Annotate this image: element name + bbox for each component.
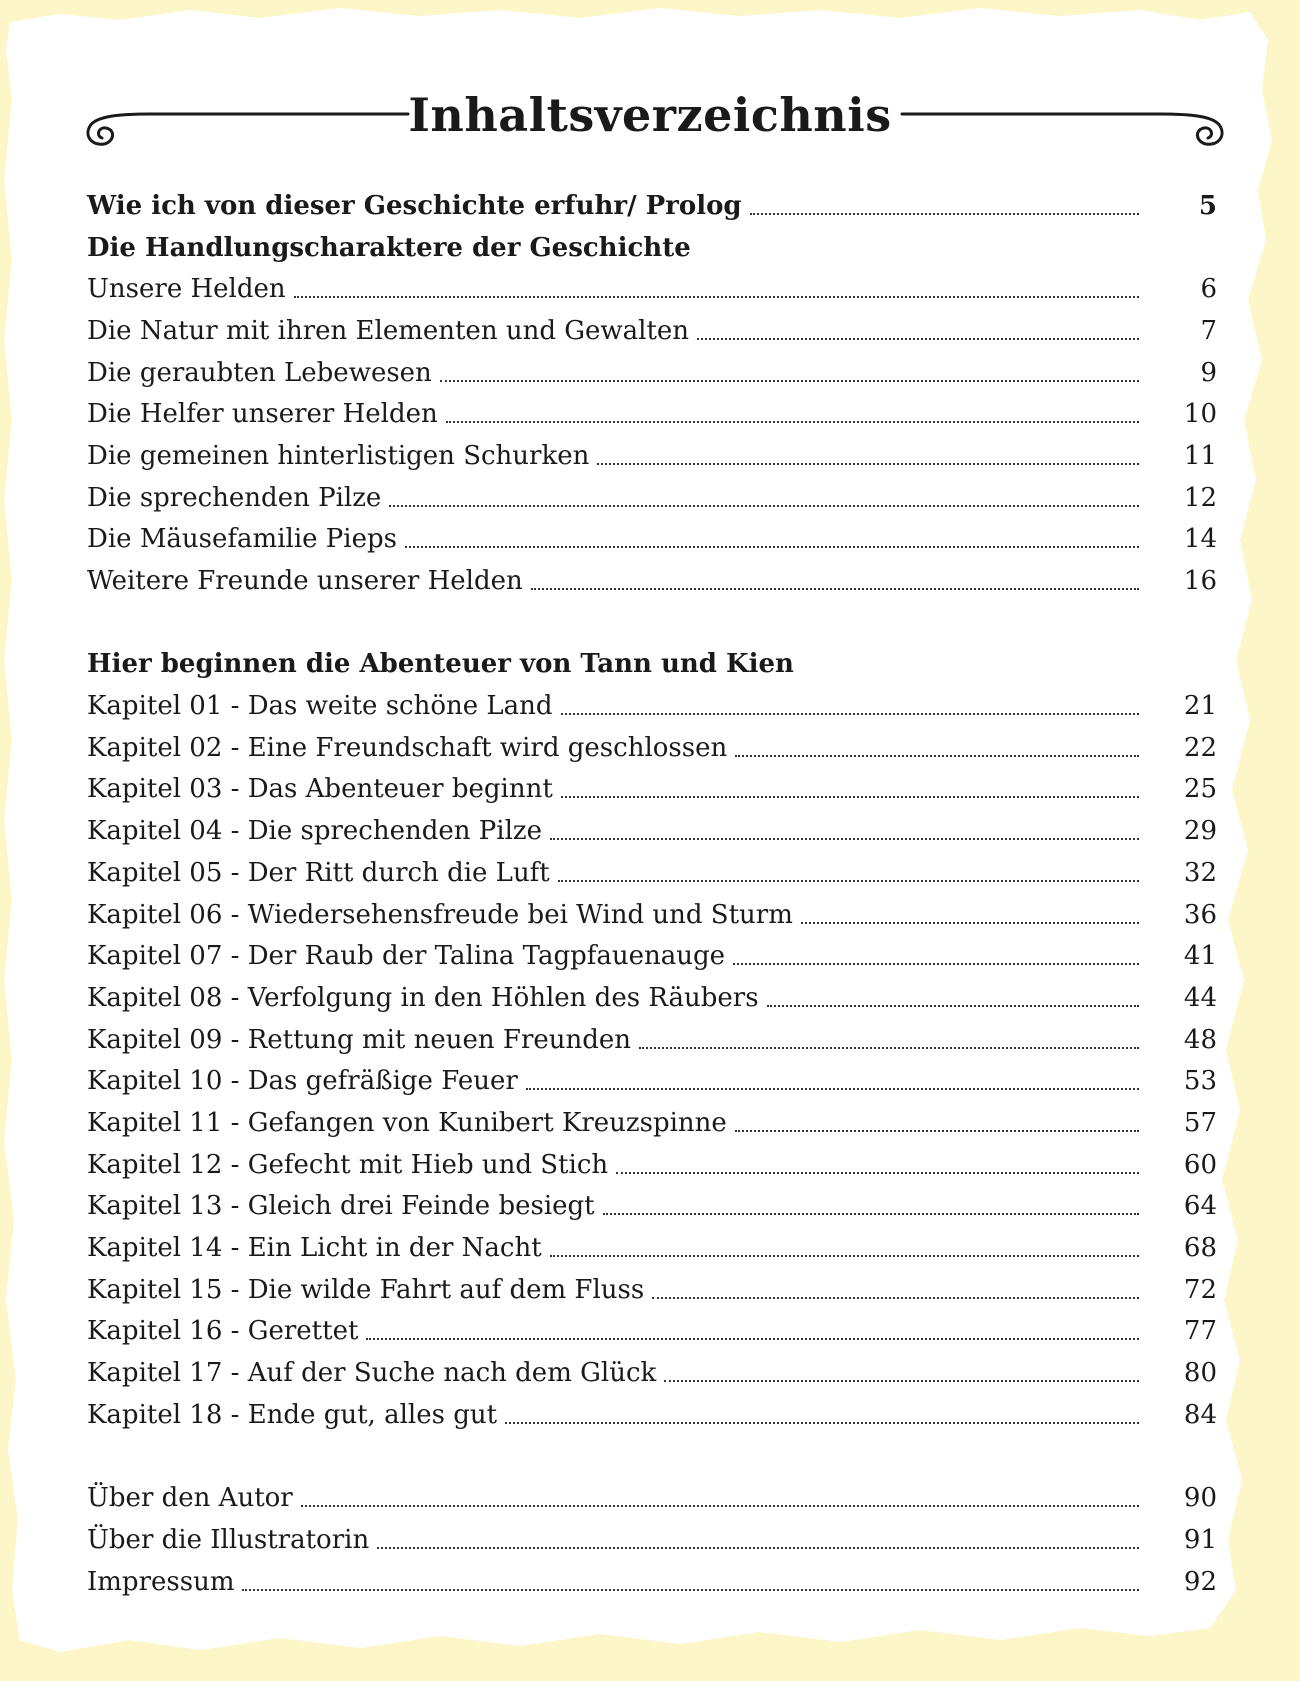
toc-entry-title: Die geraubten Lebewesen (87, 357, 432, 388)
toc-entry-title: Kapitel 01 - Das weite schöne Land (87, 691, 553, 722)
toc-entry-page-number: 68 (1183, 1233, 1217, 1264)
toc-entry-title: Kapitel 11 - Gefangen von Kunibert Kreuzspinne (87, 1107, 727, 1138)
toc-entry[interactable] (87, 769, 1217, 811)
toc-entry[interactable] (87, 894, 1217, 936)
toc-entry-page-number: 10 (1183, 399, 1217, 430)
toc-entry-title: Kapitel 16 - Gerettet (87, 1316, 359, 1347)
dot-leader (664, 1380, 1139, 1382)
toc-entry-title: Kapitel 17 - Auf der Suche nach dem Glück (87, 1358, 657, 1389)
toc-entry-title: Kapitel 07 - Der Raub der Talina Tagpfauenauge (87, 941, 726, 972)
dot-leader (561, 713, 1139, 715)
toc-entry-title: Kapitel 02 - Eine Freundschaft wird geschlossen (87, 732, 728, 763)
toc-entry-title: Weitere Freunde unserer Helden (87, 566, 523, 597)
toc-entry-page-number: 92 (1183, 1566, 1217, 1597)
toc-entry-page-number: 7 (1200, 315, 1217, 346)
toc-entry-page-number: 36 (1183, 899, 1217, 930)
dot-leader (733, 963, 1139, 965)
toc-entry-page-number: 77 (1183, 1316, 1217, 1347)
toc-entry-title: Unsere Helden (87, 274, 286, 305)
toc-entry-title: Wie ich von dieser Geschichte erfuhr/ Prolog (87, 190, 742, 221)
dot-leader (389, 505, 1139, 507)
dot-leader (697, 338, 1139, 340)
toc-entry-title: Kapitel 05 - Der Ritt durch die Luft (87, 857, 550, 888)
dot-leader (801, 922, 1139, 924)
toc-entry[interactable] (87, 685, 1217, 727)
toc-entry-title: Impressum (87, 1566, 235, 1597)
toc-entry-title: Kapitel 13 - Gleich drei Feinde besiegt (87, 1191, 595, 1222)
toc-entry[interactable] (87, 1394, 1217, 1436)
toc-entry-page-number: 84 (1183, 1399, 1217, 1430)
toc-entry-title: Kapitel 06 - Wiedersehensfreude bei Wind und Sturm (87, 899, 793, 930)
toc-entry-page-number: 44 (1183, 982, 1217, 1013)
toc-entry[interactable] (87, 435, 1217, 477)
toc-entry-title: Kapitel 09 - Rettung mit neuen Freunden (87, 1024, 632, 1055)
toc-entry[interactable] (87, 352, 1217, 394)
dot-leader (405, 546, 1139, 548)
toc-entry[interactable] (87, 1519, 1217, 1561)
toc-entry-title: Kapitel 14 - Ein Licht in der Nacht (87, 1233, 542, 1264)
toc-entry[interactable] (87, 310, 1217, 352)
toc-entry-page-number: 22 (1183, 732, 1217, 763)
toc-entry[interactable] (87, 1561, 1217, 1603)
toc-entry[interactable] (87, 810, 1217, 852)
toc-entry-title: Die gemeinen hinterlistigen Schurken (87, 440, 590, 471)
toc-entry-page-number: 9 (1200, 357, 1217, 388)
toc-entry-page-number: 21 (1183, 691, 1217, 722)
toc-entry-page-number: 57 (1183, 1107, 1217, 1138)
toc-entry-title: Kapitel 04 - Die sprechenden Pilze (87, 816, 542, 847)
toc-entry[interactable] (87, 1019, 1217, 1061)
toc-entry[interactable] (87, 1477, 1217, 1519)
toc-entry[interactable] (87, 185, 1217, 227)
section-heading (87, 227, 1217, 269)
toc-entry[interactable] (87, 393, 1217, 435)
toc-entry-page-number: 14 (1183, 524, 1217, 555)
toc-entry-title: Kapitel 10 - Das gefräßige Feuer (87, 1066, 518, 1097)
toc-entry[interactable] (87, 977, 1217, 1019)
toc-entry-title: Über den Autor (87, 1483, 293, 1514)
dot-leader (366, 1338, 1139, 1340)
section-spacer (87, 1436, 1217, 1478)
right-flourish-icon (900, 100, 1230, 150)
toc-entry-title: Die Helfer unserer Helden (87, 399, 438, 430)
toc-entry[interactable] (87, 1227, 1217, 1269)
toc-entry-page-number: 5 (1198, 190, 1217, 221)
toc-entry[interactable] (87, 477, 1217, 519)
toc-entry-page-number: 53 (1183, 1066, 1217, 1097)
toc-entry-page-number: 41 (1183, 941, 1217, 972)
table-of-contents (87, 185, 1217, 1602)
dot-leader (550, 838, 1139, 840)
toc-entry[interactable] (87, 935, 1217, 977)
dot-leader (561, 796, 1139, 798)
toc-entry-title: Kapitel 12 - Gefecht mit Hieb und Stich (87, 1149, 609, 1180)
dot-leader (505, 1422, 1139, 1424)
dot-leader (526, 1088, 1139, 1090)
toc-entry[interactable] (87, 1060, 1217, 1102)
toc-entry-page-number: 16 (1183, 566, 1217, 597)
toc-entry[interactable] (87, 852, 1217, 894)
toc-entry-title: Kapitel 18 - Ende gut, alles gut (87, 1399, 498, 1430)
toc-entry[interactable] (87, 1102, 1217, 1144)
toc-entry-title: Kapitel 15 - Die wilde Fahrt auf dem Fluss (87, 1274, 645, 1305)
dot-leader (558, 880, 1139, 882)
dot-leader (294, 296, 1139, 298)
dot-leader (301, 1505, 1139, 1507)
toc-entry-page-number: 32 (1183, 857, 1217, 888)
section-heading-text: Hier beginnen die Abenteuer von Tann und Kien (87, 649, 794, 680)
toc-entry-page-number: 90 (1183, 1483, 1217, 1514)
toc-entry-page-number: 72 (1183, 1274, 1217, 1305)
title-row (0, 80, 1300, 160)
toc-entry-title: Die Natur mit ihren Elementen und Gewalten (87, 315, 690, 346)
dot-leader (603, 1213, 1139, 1215)
toc-entry[interactable] (87, 727, 1217, 769)
toc-entry-page-number: 29 (1183, 816, 1217, 847)
toc-entry-page-number: 25 (1183, 774, 1217, 805)
toc-entry-title: Über die Illustratorin (87, 1524, 370, 1555)
toc-entry[interactable] (87, 1269, 1217, 1311)
toc-entry-title: Die Mäusefamilie Pieps (87, 524, 397, 555)
toc-entry[interactable] (87, 519, 1217, 561)
toc-entry[interactable] (87, 1352, 1217, 1394)
toc-entry-page-number: 60 (1183, 1149, 1217, 1180)
toc-entry-title: Kapitel 03 - Das Abenteuer beginnt (87, 774, 553, 805)
page-title: Inhaltsverzeichnis (408, 88, 892, 142)
dot-leader (446, 421, 1139, 423)
toc-entry[interactable] (87, 268, 1217, 310)
dot-leader (440, 380, 1139, 382)
dot-leader (597, 463, 1139, 465)
toc-entry-page-number: 11 (1183, 440, 1217, 471)
section-heading (87, 644, 1217, 686)
dot-leader (639, 1047, 1139, 1049)
toc-entry[interactable] (87, 560, 1217, 602)
dot-leader (767, 1005, 1139, 1007)
dot-leader (616, 1172, 1139, 1174)
section-spacer (87, 602, 1217, 644)
dot-leader (735, 755, 1139, 757)
toc-entry-page-number: 80 (1183, 1358, 1217, 1389)
toc-entry-page-number: 6 (1200, 274, 1217, 305)
dot-leader (531, 588, 1139, 590)
section-heading-text: Die Handlungscharaktere der Geschichte (87, 232, 691, 263)
toc-entry-title: Kapitel 08 - Verfolgung in den Höhlen des Räubers (87, 982, 759, 1013)
dot-leader (735, 1130, 1139, 1132)
dot-leader (377, 1547, 1139, 1549)
toc-entry-page-number: 48 (1183, 1024, 1217, 1055)
dot-leader (550, 1255, 1139, 1257)
toc-entry-page-number: 12 (1183, 482, 1217, 513)
dot-leader (652, 1297, 1139, 1299)
toc-entry[interactable] (87, 1311, 1217, 1353)
toc-entry[interactable] (87, 1186, 1217, 1228)
dot-leader (750, 213, 1139, 215)
toc-entry[interactable] (87, 1144, 1217, 1186)
dot-leader (242, 1589, 1139, 1591)
toc-entry-title: Die sprechenden Pilze (87, 482, 382, 513)
toc-entry-page-number: 64 (1183, 1191, 1217, 1222)
toc-entry-page-number: 91 (1183, 1524, 1217, 1555)
